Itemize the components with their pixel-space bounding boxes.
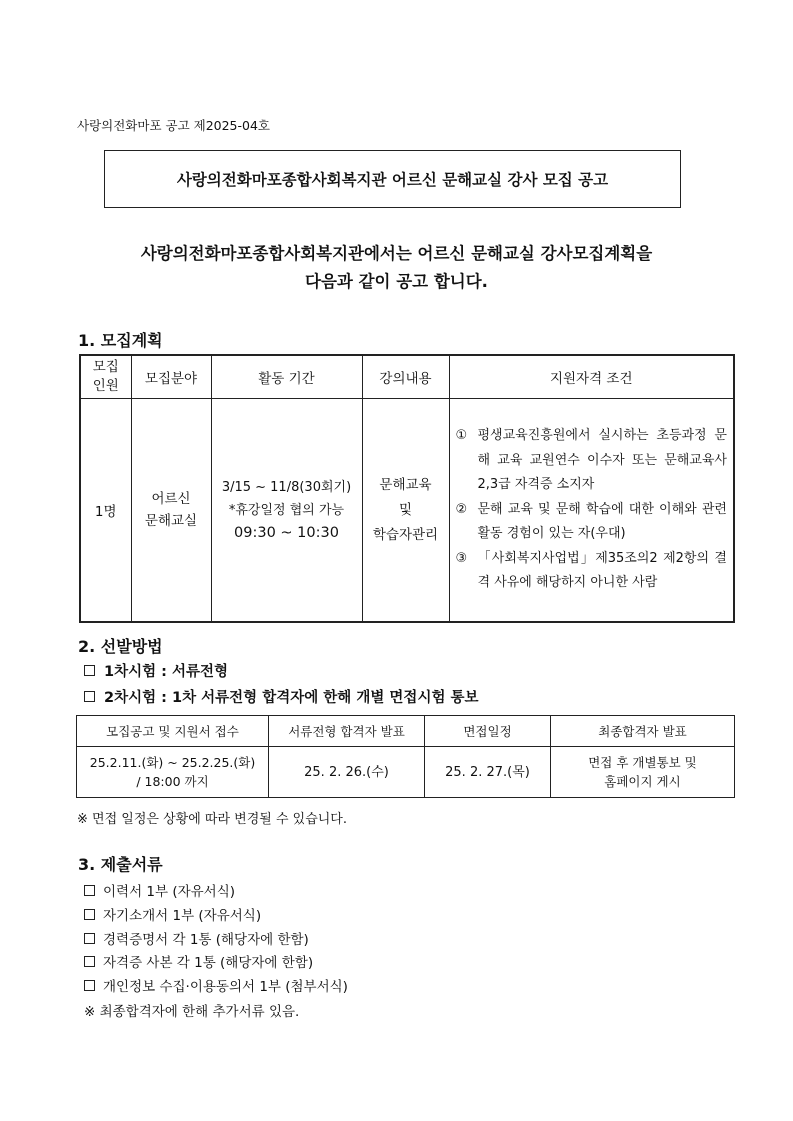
intro-line-1: 사랑의전화마포종합사회복지관에서는 어르신 문해교실 강사모집계획을 — [140, 244, 653, 263]
title-box — [104, 150, 681, 208]
header-final: 최종합격자 발표 — [551, 716, 735, 747]
cell-period-line3: 09:30 ~ 10:30 — [234, 524, 339, 541]
document-item-label: 개인정보 수집·이용동의서 1부 (첨부서식) — [103, 979, 348, 995]
cell-final-line1: 면접 후 개별통보 및 — [588, 755, 697, 770]
checkbox-icon — [84, 691, 95, 702]
table-row — [77, 747, 735, 798]
checkbox-icon — [84, 885, 95, 896]
document-item — [84, 928, 309, 948]
cell-period-line1: 3/15 ~ 11/8(30회기) — [221, 479, 352, 495]
qualification-item — [456, 547, 728, 596]
qualification-number: ② — [455, 501, 468, 517]
document-item-label: 경력증명서 각 1통 (해당자에 한함) — [103, 932, 309, 948]
header-content: 강의내용 — [362, 355, 449, 399]
section3-heading: 3. 제출서류 — [78, 855, 163, 874]
header-field: 모집분야 — [131, 355, 211, 399]
cell-apply-line1: 25.2.11.(화) ~ 25.2.25.(화) — [89, 755, 256, 770]
section1-heading: 1. 모집계획 — [78, 331, 163, 350]
header-doc-result: 서류전형 합격자 발표 — [269, 716, 425, 747]
qualification-item — [456, 424, 728, 498]
qualification-number: ③ — [455, 550, 468, 566]
qualification-item — [456, 498, 728, 547]
checkbox-icon — [84, 665, 95, 676]
cell-interview: 25. 2. 27.(목) — [425, 747, 551, 798]
cell-qualification — [449, 399, 734, 623]
cell-content-line2: 및 — [398, 501, 413, 518]
intro-line-2: 다음과 같이 공고 합니다. — [305, 272, 488, 291]
section2-heading: 2. 선발방법 — [78, 637, 163, 656]
cell-period — [211, 399, 362, 623]
cell-count: 1명 — [80, 399, 131, 623]
table-header-row — [77, 716, 735, 747]
cell-content-line3: 학습자관리 — [372, 526, 439, 543]
document-item-label: 자기소개서 1부 (자유서식) — [103, 908, 262, 924]
selection-step-2 — [84, 686, 479, 707]
qualification-text: 「사회복지사업법」제35조의2 제2항의 결격 사유에 해당하지 아니한 사람 — [477, 550, 727, 591]
checkbox-icon — [84, 909, 95, 920]
document-item — [84, 975, 348, 995]
checkbox-icon — [84, 933, 95, 944]
table-header-row — [80, 355, 734, 399]
page-title: 사랑의전화마포종합사회복지관 어르신 문해교실 강사 모집 공고 — [176, 171, 609, 189]
cell-doc-result: 25. 2. 26.(수) — [269, 747, 425, 798]
header-count-line1: 모집 — [92, 359, 119, 375]
selection-step-1 — [84, 660, 228, 681]
header-period: 활동 기간 — [211, 355, 362, 399]
header-count — [80, 355, 131, 399]
cell-final — [551, 747, 735, 798]
schedule-table — [76, 715, 735, 798]
cell-apply-line2: / 18:00 까지 — [136, 774, 209, 789]
qualification-text: 문해 교육 및 문해 학습에 대한 이해와 관련 활동 경험이 있는 자(우대) — [477, 501, 727, 542]
checkbox-icon — [84, 980, 95, 991]
header-qualification: 지원자격 조건 — [449, 355, 734, 399]
header-apply: 모집공고 및 지원서 접수 — [77, 716, 269, 747]
header-count-line2: 인원 — [92, 378, 119, 394]
document-item — [84, 904, 261, 924]
cell-field — [131, 399, 211, 623]
header-interview: 면접일정 — [425, 716, 551, 747]
documents-note: ※ 최종합격자에 한해 추가서류 있음. — [84, 1004, 300, 1020]
cell-content — [362, 399, 449, 623]
selection-step-2-label: 2차시험 : 1차 서류전형 합격자에 한해 개별 면접시험 통보 — [104, 690, 479, 706]
cell-content-line1: 문해교육 — [379, 476, 432, 493]
qualification-number: ① — [455, 428, 468, 444]
document-item — [84, 880, 235, 900]
notice-number: 사랑의전화마포 공고 제2025-04호 — [77, 118, 271, 133]
document-item-label: 이력서 1부 (자유서식) — [103, 884, 236, 900]
table-row — [80, 399, 734, 623]
cell-apply — [77, 747, 269, 798]
document-item — [84, 951, 313, 971]
cell-final-line2: 홈페이지 게시 — [604, 774, 681, 789]
cell-field-line1: 어르신 — [151, 491, 191, 507]
qualification-text: 평생교육진흥원에서 실시하는 초등과정 문해 교육 교원연수 이수자 또는 문해교육사 2,3급 자격증 소지자 — [477, 428, 727, 493]
cell-period-line2: *휴강일정 협의 가능 — [228, 502, 345, 518]
selection-step-1-label: 1차시험 : 서류전형 — [104, 664, 229, 680]
interview-note: ※ 면접 일정은 상황에 따라 변경될 수 있습니다. — [77, 812, 347, 827]
checkbox-icon — [84, 956, 95, 967]
cell-field-line2: 문해교실 — [144, 513, 198, 529]
document-item-label: 자격증 사본 각 1통 (해당자에 한함) — [103, 955, 314, 971]
recruitment-plan-table — [79, 354, 735, 623]
